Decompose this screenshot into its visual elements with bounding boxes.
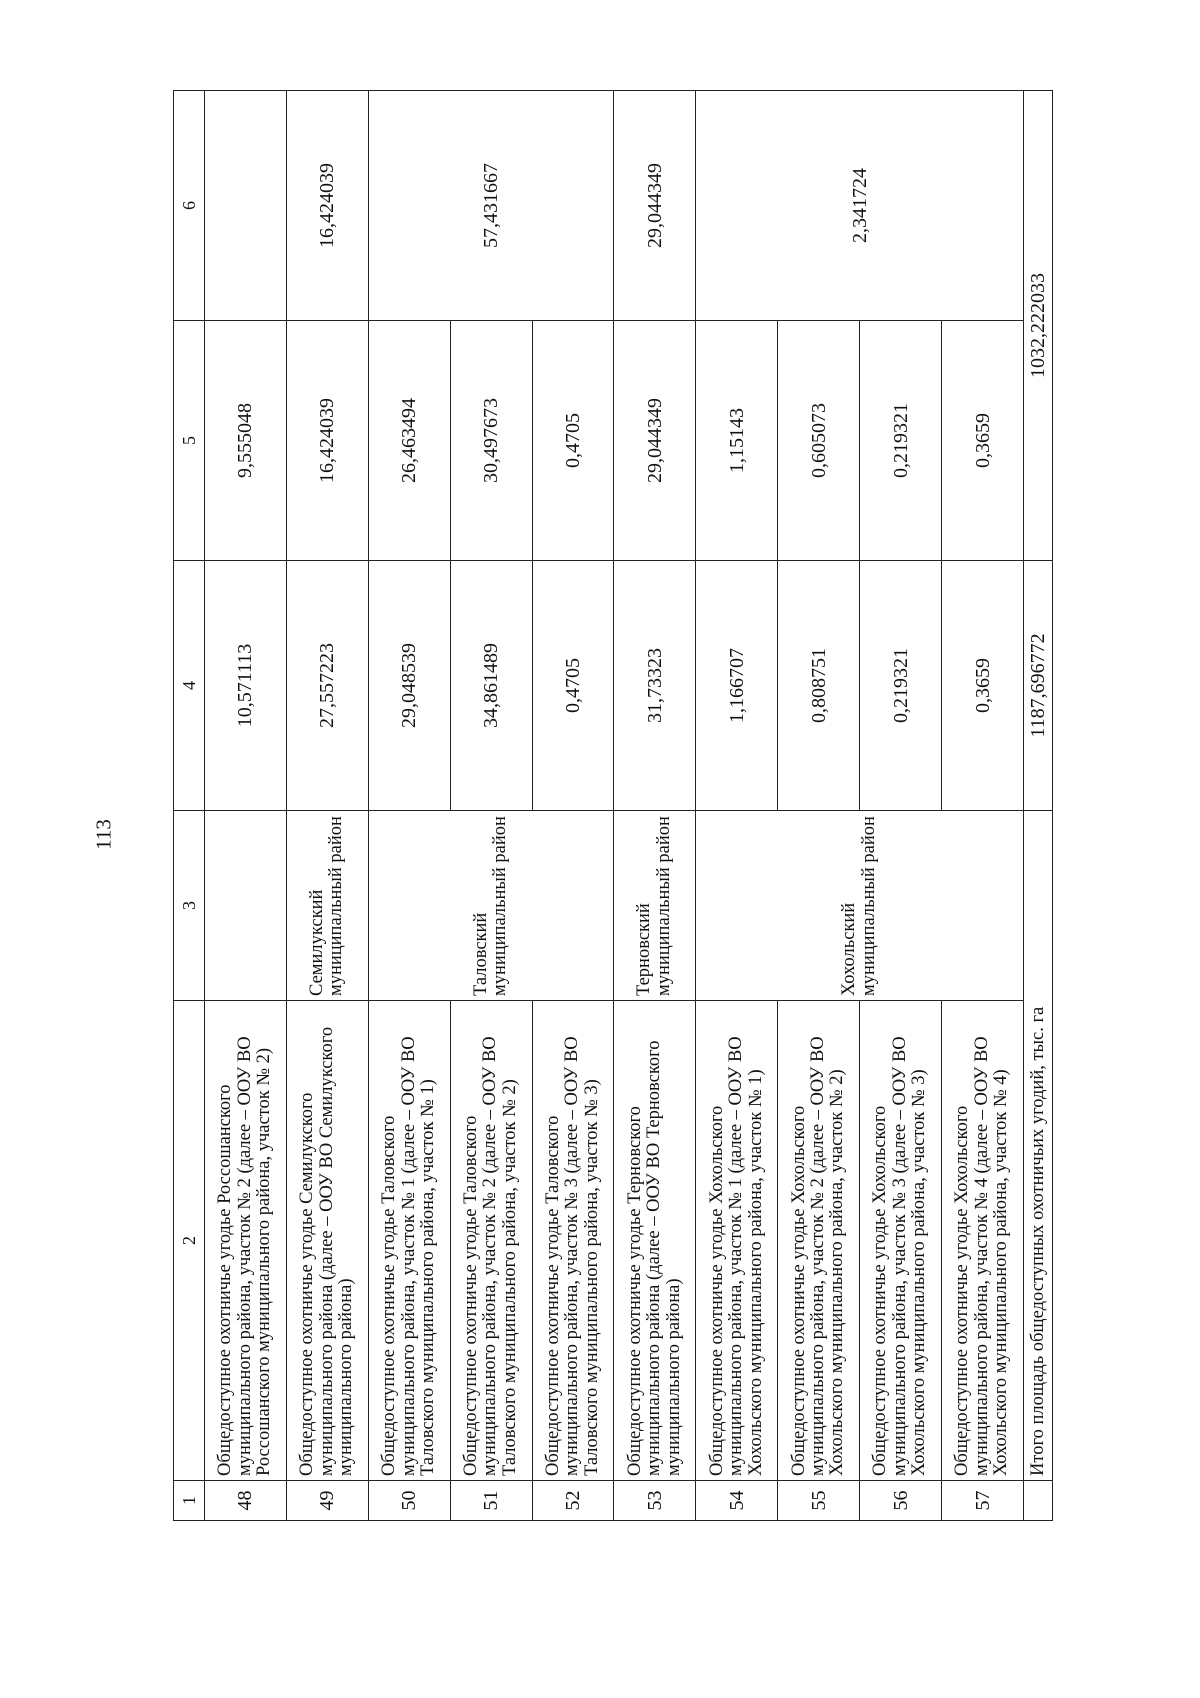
district-area-khokholsky: 2,341724 (696, 91, 1024, 321)
row-public-area: 0,605073 (778, 321, 860, 561)
row-number: 50 (368, 1481, 450, 1521)
row-number: 52 (532, 1481, 614, 1521)
total-label: Итого площадь общедоступных охотничьих угодий, тыс. га (1024, 811, 1053, 1481)
row-number: 49 (286, 1481, 368, 1521)
row-description: Общедоступное охотничье угодье Таловского муниципального района, участок № 1 (далее – ООУ ВО Таловского муниципального района, участок № 1) (368, 1001, 450, 1481)
header-col-2: 2 (174, 1001, 205, 1481)
total-row (1024, 91, 1053, 1521)
district-area-semiluki: 16,424039 (286, 91, 368, 321)
row-public-area: 0,4705 (532, 321, 614, 561)
header-col-1: 1 (174, 1481, 205, 1521)
table-row (368, 91, 450, 1521)
row-public-area: 16,424039 (286, 321, 368, 561)
row-description: Общедоступное охотничье угодье Хохольского муниципального района, участок № 2 (далее – ООУ ВО Хохольского муниципального района, участок № 2) (778, 1001, 860, 1481)
row-description: Общедоступное охотничье угодье Россошанского муниципального района, участок № 2 (далее – ООУ ВО Россошанского муниципального района, участок № 2) (205, 1001, 287, 1481)
row-public-area: 0,3659 (942, 321, 1024, 561)
row-number: 55 (778, 1481, 860, 1521)
row-number: 48 (205, 1481, 287, 1521)
row-public-area: 30,497673 (450, 321, 532, 561)
header-row (174, 91, 205, 1521)
district-ternovsky: Терновский муниципальный район (614, 811, 696, 1001)
row-description: Общедоступное охотничье угодье Таловского муниципального района, участок № 3 (далее – ООУ ВО Таловского муниципального района, участок № 3) (532, 1001, 614, 1481)
page-number: 113 (91, 819, 116, 850)
row-public-area: 9,555048 (205, 321, 287, 561)
row-district-area-empty (205, 91, 287, 321)
row-public-area: 29,044349 (614, 321, 696, 561)
row-description: Общедоступное охотничье угодье Хохольского муниципального района, участок № 3 (далее – ООУ ВО Хохольского муниципального района, участок № 3) (860, 1001, 942, 1481)
table-row (696, 91, 778, 1521)
row-total-area: 31,73323 (614, 561, 696, 811)
row-total-area: 29,048539 (368, 561, 450, 811)
district-semiluki: Семилукский муниципальный район (286, 811, 368, 1001)
district-khokholsky: Хохольский муниципальный район (696, 811, 1024, 1001)
hunting-grounds-table (173, 90, 1053, 1521)
row-number: 57 (942, 1481, 1024, 1521)
header-col-6: 6 (174, 91, 205, 321)
total-area-sum: 1187,696772 (1024, 561, 1053, 811)
row-description: Общедоступное охотничье угодье Таловского муниципального района, участок № 2 (далее – ООУ ВО Таловского муниципального района, участок № 2) (450, 1001, 532, 1481)
row-number: 53 (614, 1481, 696, 1521)
row-total-area: 1,166707 (696, 561, 778, 811)
row-total-area: 0,808751 (778, 561, 860, 811)
row-total-area: 0,3659 (942, 561, 1024, 811)
row-total-area: 10,571113 (205, 561, 287, 811)
header-col-5: 5 (174, 321, 205, 561)
hunting-grounds-table-wrapper (173, 91, 1053, 1521)
row-total-area: 0,219321 (860, 561, 942, 811)
row-description: Общедоступное охотничье угодье Семилукского муниципального района (далее – ООУ ВО Семилукского муниципального района) (286, 1001, 368, 1481)
header-col-3: 3 (174, 811, 205, 1001)
total-public-area-sum: 1032,222033 (1024, 91, 1053, 561)
table-row (286, 91, 368, 1521)
row-number: 56 (860, 1481, 942, 1521)
row-district-empty (205, 811, 287, 1001)
district-area-ternovsky: 29,044349 (614, 91, 696, 321)
total-number-empty (1024, 1481, 1053, 1521)
table-row (614, 91, 696, 1521)
row-description: Общедоступное охотничье угодье Хохольского муниципального района, участок № 1 (далее – ООУ ВО Хохольского муниципального района, участок № 1) (696, 1001, 778, 1481)
row-public-area: 1,15143 (696, 321, 778, 561)
row-total-area: 27,557223 (286, 561, 368, 811)
district-talovsky: Таловский муниципальный район (368, 811, 614, 1001)
row-public-area: 26,463494 (368, 321, 450, 561)
row-description: Общедоступное охотничье угодье Хохольского муниципального района, участок № 4 (далее – ООУ ВО Хохольского муниципального района, участок № 4) (942, 1001, 1024, 1481)
row-description: Общедоступное охотничье угодье Терновского муниципального района (далее – ООУ ВО Терновского муниципального района) (614, 1001, 696, 1481)
table-row (205, 91, 287, 1521)
row-total-area: 0,4705 (532, 561, 614, 811)
district-area-talovsky: 57,431667 (368, 91, 614, 321)
row-public-area: 0,219321 (860, 321, 942, 561)
row-number: 51 (450, 1481, 532, 1521)
row-total-area: 34,861489 (450, 561, 532, 811)
header-col-4: 4 (174, 561, 205, 811)
row-number: 54 (696, 1481, 778, 1521)
